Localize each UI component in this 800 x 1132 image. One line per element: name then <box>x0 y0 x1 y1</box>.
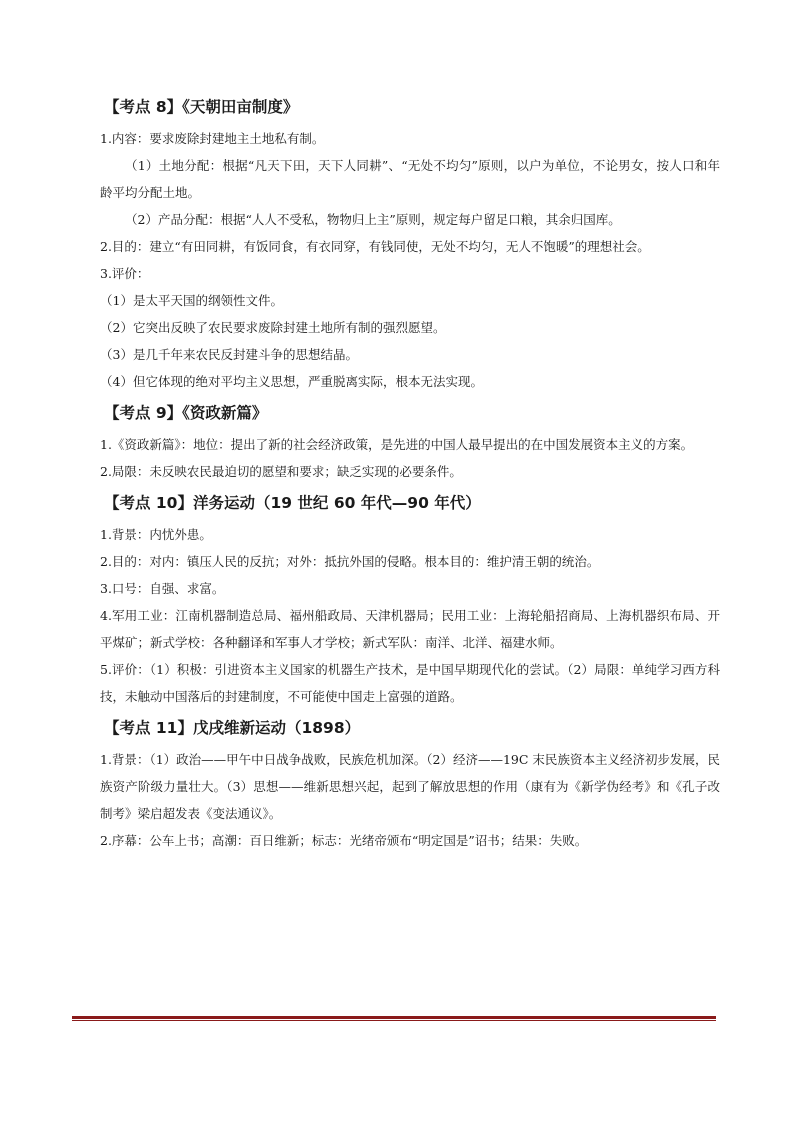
paragraph: （1）是太平天国的纲领性文件。 <box>100 293 283 308</box>
paragraph: 3.评价： <box>100 266 150 281</box>
paragraph: 1.《资政新篇》：地位：提出了新的社会经济政策，是先进的中国人最早提出的在中国发展资本主义的方案。 <box>100 437 694 452</box>
section-heading-9: 【考点 9】《资政新篇》 <box>104 404 268 422</box>
footer-divider <box>72 1016 716 1022</box>
paragraph: 2.局限：未反映农民最迫切的愿望和要求；缺乏实现的必要条件。 <box>100 464 462 479</box>
paragraph: 2.目的：对内：镇压人民的反抗；对外：抵抗外国的侵略。根本目的：维护清王朝的统治。 <box>100 554 600 569</box>
document-content <box>100 93 720 854</box>
section-heading-11: 【考点 11】戊戌维新运动（1898） <box>104 719 361 737</box>
paragraph: （2）它突出反映了农民要求废除封建土地所有制的强烈愿望。 <box>100 320 446 335</box>
paragraph: 1.背景：内忧外患。 <box>100 527 212 542</box>
paragraph: （2）产品分配：根据“人人不受私，物物归上主”原则，规定每户留足口粮，其余归国库。 <box>125 212 621 227</box>
section-heading-8: 【考点 8】《天朝田亩制度》 <box>104 98 299 116</box>
paragraph: 2.序幕：公车上书；高潮：百日维新；标志：光绪帝颁布“明定国是”诏书；结果：失败。 <box>100 833 588 848</box>
section-heading-10: 【考点 10】洋务运动（19 世纪 60 年代—90 年代） <box>104 494 481 512</box>
paragraph: （1）土地分配：根据“凡天下田，天下人同耕”、“无处不均匀”原则，以户为单位，不论男女，按人口和年龄平均分配土地。 <box>100 158 720 200</box>
paragraph: 5.评价：（1）积极：引进资本主义国家的机器生产技术，是中国早期现代化的尝试。（2）局限：单纯学习西方科技，未触动中国落后的封建制度，不可能使中国走上富强的道路。 <box>100 662 720 704</box>
paragraph: （3）是几千年来农民反封建斗争的思想结晶。 <box>100 347 358 362</box>
paragraph: 3.口号：自强、求富。 <box>100 581 225 596</box>
paragraph: 4.军用工业：江南机器制造总局、福州船政局、天津机器局；民用工业：上海轮船招商局、上海机器织布局、开平煤矿；新式学校：各种翻译和军事人才学校；新式军队：南洋、北洋、福建水师。 <box>100 608 720 650</box>
paragraph: 2.目的：建立“有田同耕，有饭同食，有衣同穿，有钱同使，无处不均匀，无人不饱暖”的理想社会。 <box>100 239 650 254</box>
paragraph: 1.内容：要求废除封建地主土地私有制。 <box>100 131 325 146</box>
paragraph: （4）但它体现的绝对平均主义思想，严重脱离实际，根本无法实现。 <box>100 374 483 389</box>
paragraph: 1.背景：（1）政治——甲午中日战争战败，民族危机加深。（2）经济——19C 末民族资本主义经济初步发展，民族资产阶级力量壮大。（3）思想——维新思想兴起，起到了解放思想的作用（康有为《新学伪经考》和《孔子改制考》梁启超发表《变法通议》。 <box>100 752 720 821</box>
